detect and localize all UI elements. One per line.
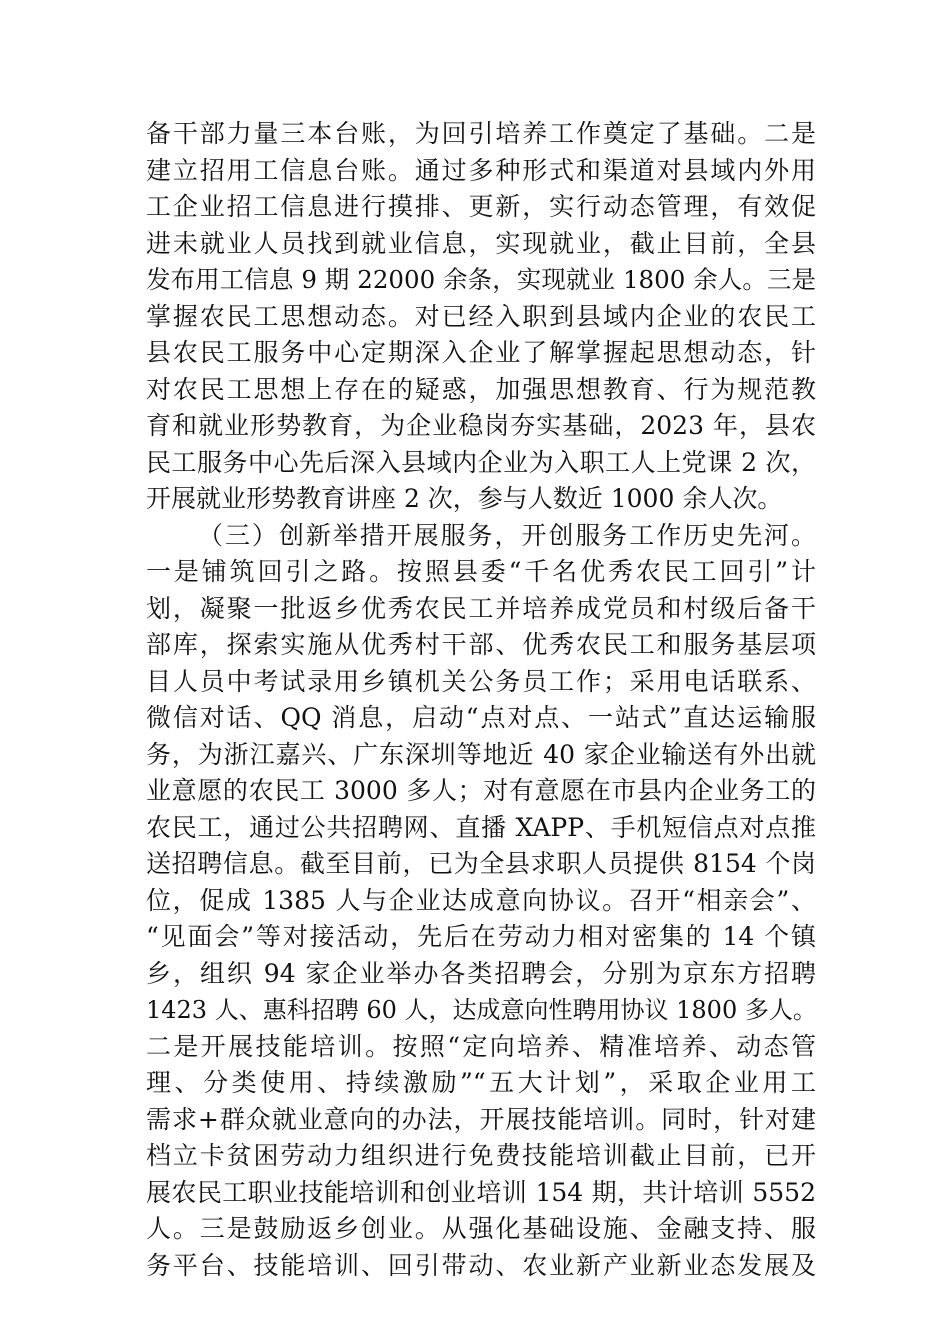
text-line: 一是铺筑回引之路。按照县委“千名优秀农民工回引”计 — [146, 557, 816, 586]
text-line: 务，为浙江嘉兴、广东深圳等地近 40 家企业输送有外出就 — [146, 739, 816, 769]
text-line: 育和就业形势教育，为企业稳岗夯实基础，2023 年，县农 — [146, 411, 816, 440]
text-line: 建立招用工信息台账。通过多种形式和渠道对县域内外用 — [146, 155, 816, 185]
text-line: 务平台、技能培训、回引带动、农业新产业新业态发展及 — [146, 1250, 816, 1280]
text-line: 二是开展技能培训。按照“定向培养、精准培养、动态管 — [146, 1031, 816, 1061]
text-line: 档立卡贫困劳动力组织进行免费技能培训截止目前，已开 — [146, 1141, 816, 1170]
text-line: 需求+群众就业意向的办法，开展技能培训。同时，针对建 — [146, 1104, 816, 1134]
text-line: 乡，组织 94 家企业举办各类招聘会，分别为京东方招聘 — [146, 958, 816, 988]
body-text — [146, 116, 816, 1284]
text-line: 民工服务中心先后深入县域内企业为入职工人上党课 2 次， — [146, 447, 816, 477]
text-line: 县农民工服务中心定期深入企业了解掌握起思想动态，针 — [146, 338, 816, 367]
text-line: 展农民工职业技能培训和创业培训 154 期，共计培训 5552 — [146, 1177, 816, 1207]
text-line: 1423 人、惠科招聘 60 人，达成意向性聘用协议 1800 多人。 — [146, 996, 817, 1024]
text-line: 送招聘信息。截至目前，已为全县求职人员提供 8154 个岗 — [146, 849, 816, 878]
text-line: 发布用工信息 9 期 22000 余条，实现就业 1800 余人。三是 — [146, 265, 816, 294]
text-line: 人。三是鼓励返乡创业。从强化基础设施、金融支持、服 — [146, 1214, 816, 1243]
text-line: 目人员中考试录用乡镇机关公务员工作；采用电话联系、 — [146, 666, 816, 696]
text-line: 微信对话、QQ 消息，启动“点对点、一站式”直达运输服 — [146, 703, 816, 732]
section-heading-line: （三）创新举措开展服务，开创服务工作历史先河。 — [198, 520, 816, 550]
text-line: 备干部力量三本台账，为回引培养工作奠定了基础。二是 — [146, 119, 816, 148]
text-line: 农民工，通过公共招聘网、直播 XAPP、手机短信点对点推 — [146, 812, 816, 842]
text-line: “见面会”等对接活动，先后在劳动力相对密集的 14 个镇 — [146, 922, 816, 951]
text-line: 位，促成 1385 人与企业达成意向协议。召开“相亲会”、 — [146, 885, 816, 915]
text-line: 工企业招工信息进行摸排、更新，实行动态管理，有效促 — [146, 192, 816, 221]
text-line: 划，凝聚一批返乡优秀农民工并培养成党员和村级后备干 — [146, 593, 816, 623]
text-line: 掌握农民工思想动态。对已经入职到县域内企业的农民工 — [146, 301, 816, 331]
paragraph-end-line: 开展就业形势教育讲座 2 次，参与人数近 1000 余人次。 — [146, 484, 783, 513]
text-line: 部库，探索实施从优秀村干部、优秀农民工和服务基层项 — [146, 630, 816, 659]
text-line: 进未就业人员找到就业信息，实现就业，截止目前，全县 — [146, 228, 816, 258]
text-line: 业意愿的农民工 3000 多人；对有意愿在市县内企业务工的 — [146, 776, 816, 805]
text-line: 理、分类使用、持续激励”“五大计划”，采取企业用工 — [146, 1068, 816, 1097]
text-line: 对农民工思想上存在的疑惑，加强思想教育、行为规范教 — [146, 374, 816, 404]
